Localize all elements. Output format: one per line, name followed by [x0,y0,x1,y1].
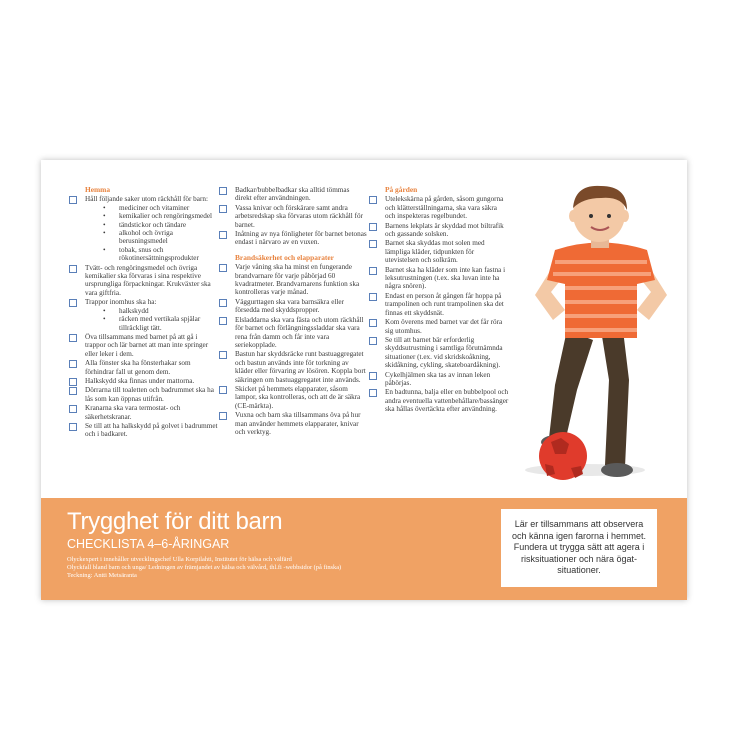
advice-note-text: Lär er tillsammans att observera och känna igen farorna i hemmet. Fundera ut trygga sätt att agera i risksituationer och nära ögat-situationer. [511,519,647,576]
checkbox[interactable] [69,360,77,368]
checklist-item [69,404,219,421]
checkbox[interactable] [69,196,77,204]
checklist-item [369,195,509,220]
checkbox[interactable] [369,196,377,204]
checkbox[interactable] [369,240,377,248]
checkbox[interactable] [69,334,77,342]
checklist-item [369,292,509,317]
checkbox[interactable] [219,299,227,307]
checklist-item [69,264,219,298]
checklist-item [369,318,509,335]
checklist-item-text: Tvätt- och rengöringsmedel och övriga kemikalier ska förvaras i sina respektive ursprungliga förpackningar. Krukväxter ska vara giftfria. [85,263,211,297]
checklist-item [369,336,509,370]
checklist-subitem: • räcken med vertikala spjälar tillräckligt tätt. [85,315,219,332]
checklist-item [369,222,509,239]
checkbox[interactable] [369,267,377,275]
checklist-item [69,195,219,262]
checkbox[interactable] [69,265,77,273]
checklist-item-text: Barnet ska skyddas mot solen med lämpliga kläder, tidpunkten för utevistelsen och solkräm. [385,239,485,265]
checklist-item-text: Se till att barnet bär erforderlig skyddsutrustning i samtliga förutnämnda situationer (t.ex. vid skridskoåkning, skidåkning, cykling, skateboardåkning). [385,335,503,370]
checklist-item [69,333,219,358]
checklist-item-text: Trappor inomhus ska ha: [85,298,157,307]
checkbox[interactable] [219,386,227,394]
checklist-item [219,204,367,229]
checkbox[interactable] [369,372,377,380]
checklist-subitem: • kemikalier och rengöringsmedel [85,212,219,220]
advice-note [501,509,657,587]
credit-line: Olyckexpert i innehåller utvecklingschef Ulla Korpilahti, Institutet för hälsa och välfärd [67,556,292,563]
title-banner [41,498,687,600]
checklist-item-text: Skicket på hemmets elapparater, såsom lampor, ska kontrolleras, och att de är säkra (CE-märkta). [235,384,361,410]
checklist-item [219,316,367,350]
column-yard [369,186,509,415]
checklist-item [219,411,367,436]
checkbox[interactable] [369,223,377,231]
checklist-subitem: • alkohol och övriga berusningsmedel [85,229,219,246]
checkbox[interactable] [369,389,377,397]
checkbox[interactable] [369,293,377,301]
credits [67,556,487,579]
section-heading-home: Hemma [85,185,111,194]
checklist-item-text: Håll följande saker utom räckhåll för barn: [85,195,208,204]
credit-line: Olyckfall bland barn och unga/ Ledningen av främjandet av hälsa och välvård, thl.fi -webbsidor (på finska) [67,563,342,571]
checklist-subitem: • halkskydd [85,307,219,315]
checklist-item [369,239,509,264]
checklist-item-text: Inåtning av nya fönligheter för barnet betonas endast i närvaro av en vuxen. [235,230,367,247]
checklist-subitem: • tändstickor och tändare [85,221,219,229]
checkbox[interactable] [219,231,227,239]
checklist-item [219,350,367,384]
checkbox[interactable] [69,423,77,431]
checklist-item-text: En badtunna, balja eller en bubbelpool och andra eventuella vattenbehållare/bassänger ska hållas övertäckta efter användning. [385,388,509,414]
page-title: Trygghet för ditt barn [67,508,283,535]
checklist-item [219,186,367,203]
checkbox[interactable] [219,317,227,325]
page-subtitle: CHECKLISTA 4–6-ÅRINGAR [67,537,230,551]
checklist-item-text: Kranarna ska vara termostat- och säkerhetskranar. [85,404,181,421]
checkbox[interactable] [369,337,377,345]
checklist-item [219,230,367,247]
credit-line: Teckning: Antti Metsäranta [67,571,137,579]
checklist-item [69,422,219,439]
checkbox[interactable] [219,351,227,359]
checkbox[interactable] [69,405,77,413]
checklist-item [69,386,219,403]
checklist-item [369,388,509,413]
checklist-item [219,298,367,315]
checklist-item-text: Vuxna och barn ska tillsammans öva på hur man använder hemmets elapparater, knivar och verktyg. [235,411,361,436]
section-heading-yard: På gården [385,185,418,194]
checklist-item-text: Endast en person åt gången får hoppa på trampolinen och runt trampolinen ska det finnas ett skyddsnät. [385,291,504,317]
checklist-item [219,385,367,410]
checklist-item-text: Se till att ha halkskydd på golvet i badrummet och i badkaret. [85,421,218,439]
column-fire-safety [219,186,367,437]
section-heading-fire-safety: Brandsäkerhet och elapparater [235,252,334,262]
checklist-item-text: Barnet ska ha kläder som inte kan fastna i leksutrustningen (t.ex. ska luvan inte ha några snören). [385,265,506,291]
checklist-card [41,160,687,600]
boy-with-ball-illustration [505,180,683,480]
checklist-item [69,377,219,385]
checklist-item-text: Halkskydd ska finnas under mattorna. [85,376,195,385]
checklist-subitem: • tobak, snus och rökotinersättningsprodukter [85,246,219,263]
checklist-item-text: Dörrarna till toaletten och badrummet ska ha lås som kan öppnas utifrån. [85,386,214,403]
checkbox[interactable] [369,319,377,327]
checklist-subitem: • mediciner och vitaminer [85,204,219,212]
checklist-item [69,359,219,376]
checklist-item [219,263,367,297]
checklist-item-text: Öva tillsammans med barnet på att gå i trappor och lär barnet att man inte springer eller leker i dem. [85,332,209,358]
checklist-item-text: Varje våning ska ha minst en fungerande brandvarnare för varje påbörjad 60 kvadratmeter. Brandvarnarens funktion ska kontrolleras varje månad. [235,263,360,297]
checklist-item-text: Väggurttagen ska vara barnsäkra eller försedda med skyddspropper. [235,297,344,315]
column-home [69,186,219,440]
checklist-item [369,266,509,291]
checkbox[interactable] [69,299,77,307]
checklist-item-text: Bastun har skyddsräcke runt bastuaggregatet och bastun används inte för torkning av kläder eller förvaring av lösören. Koppla bort säkringen om bastuaggregatet inte används. [235,350,366,384]
checklist-item-text: Barnens lekplats är skyddad mot biltrafik och gassande solsken. [385,221,504,239]
checklist-item [69,298,219,332]
checklist-item-text: Alla fönster ska ha fönsterhakar som förhindrar fall ut genom dem. [85,359,191,376]
checkbox[interactable] [69,378,77,386]
checklist-item-text: Utelekskärna på gården, såsom gungorna och klätterställningarna, ska vara säkra och inspekteras regelbundet. [385,195,504,221]
checkbox[interactable] [69,387,77,395]
checklist-item-text: Cykelhjälmen ska tas av innan leken påbörjas. [385,370,491,387]
checklist-item-text: Vassa knivar och förskärare samt andra arbetsredskap ska förvaras utom räckhåll för barnet. [235,203,363,229]
checklist-item-text: Elsladdarna ska vara fästa och utom räckhåll för barnet och förlängningssladdar ska vara rena från damm och får inte vara seriekopplade. [235,315,364,349]
checkbox[interactable] [219,264,227,272]
checklist-item-text: Badkar/bubbelbadkar ska alltid tömmas direkt efter användningen. [235,186,350,203]
checklist-item-text: Kom överens med barnet var det får röra sig utomhus. [385,318,503,335]
checkbox[interactable] [219,187,227,195]
checkbox[interactable] [219,205,227,213]
checklist-item [369,371,509,388]
checkbox[interactable] [219,412,227,420]
